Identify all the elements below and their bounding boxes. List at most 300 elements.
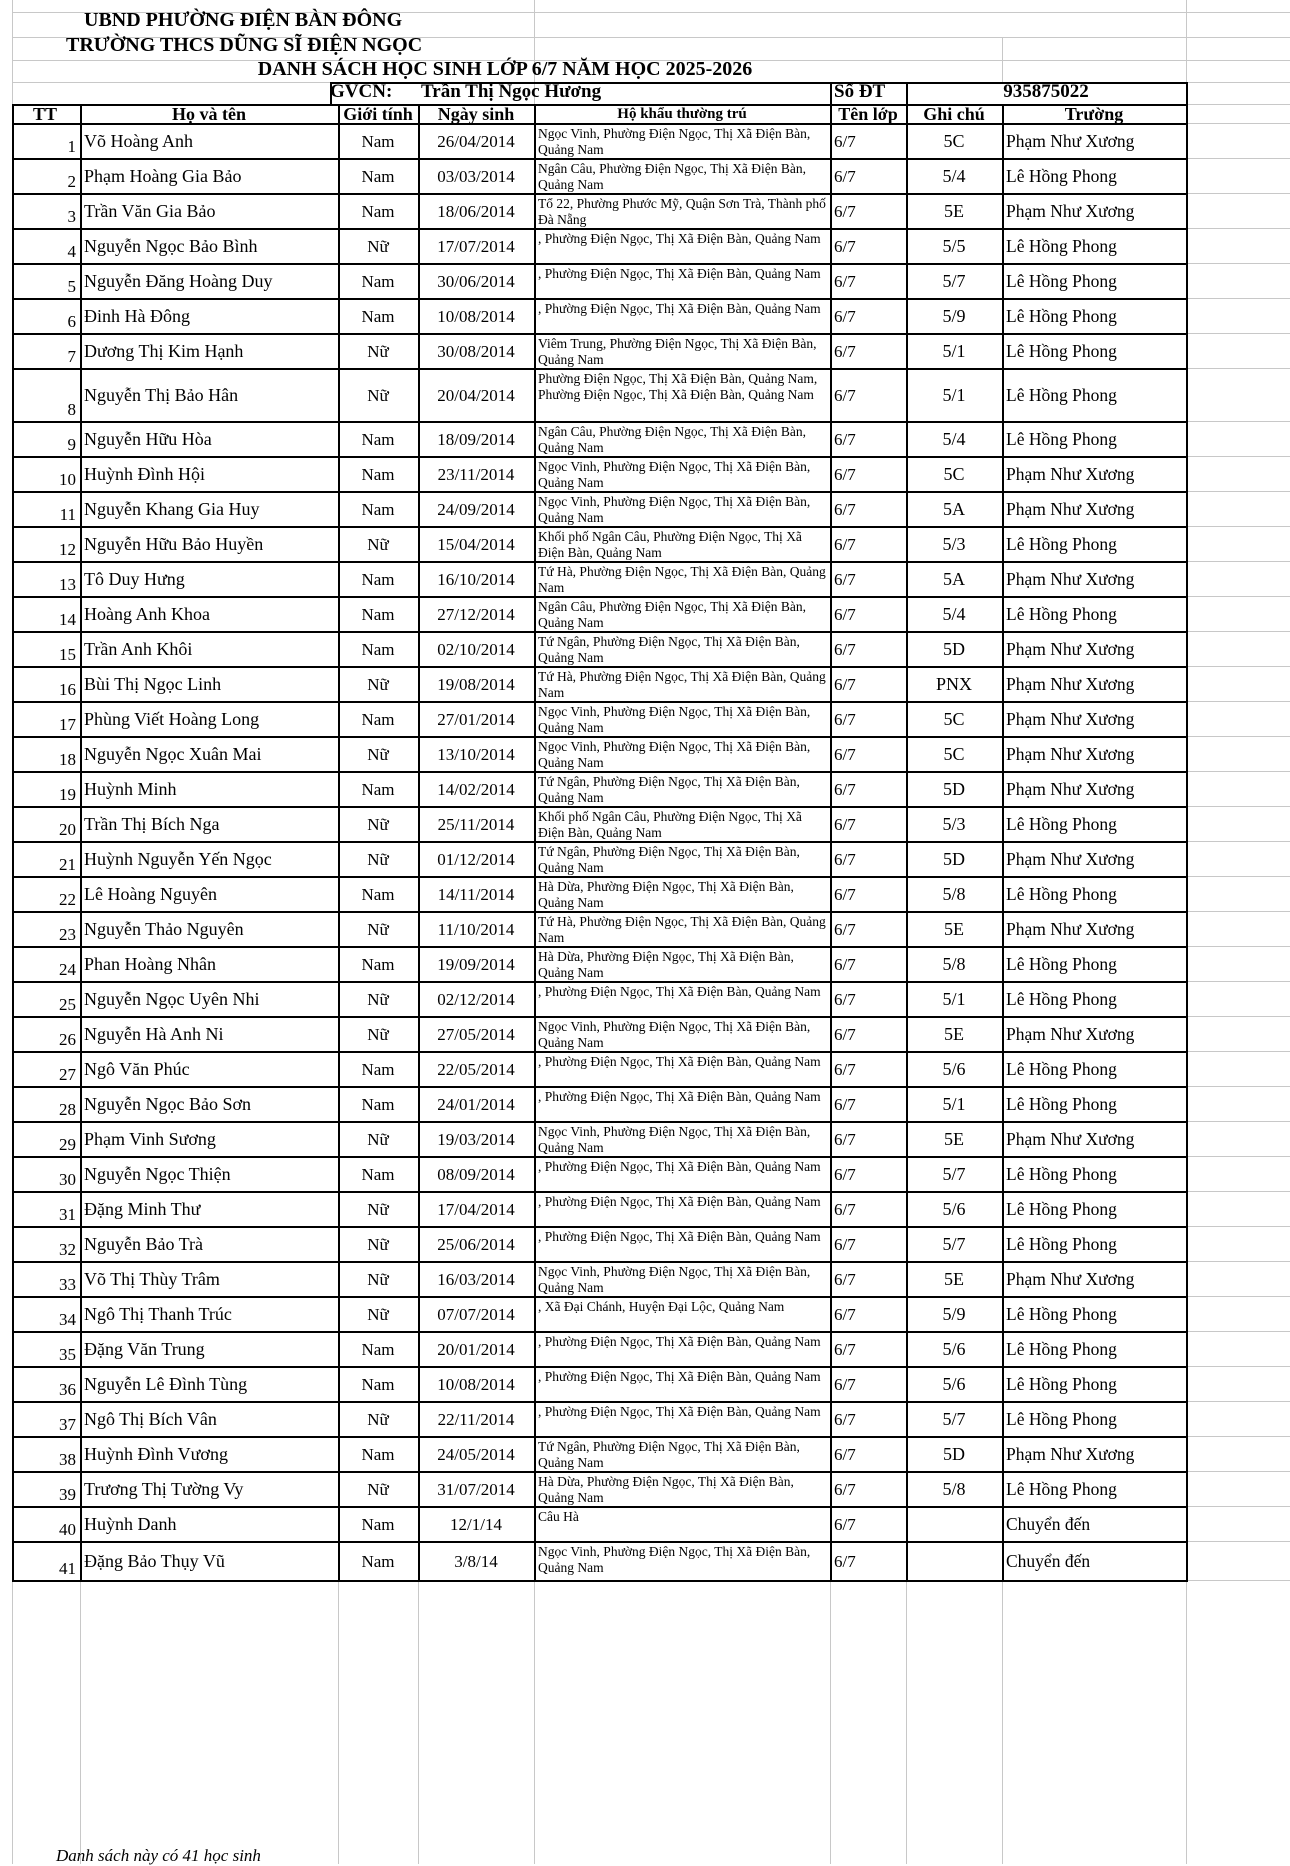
grid-line [1186,1296,1290,1297]
student-class: 6/7 [834,639,856,659]
student-name: Huỳnh Danh [84,1514,177,1534]
student-gender: Nam [361,499,395,519]
student-address: Hà Dừa, Phường Điện Ngọc, Thị Xã Điện Bàn, Quảng Nam [538,879,794,910]
student-address: Ngọc Vinh, Phường Điện Ngọc, Thị Xã Điện Bàn, Quảng Nam [538,1544,811,1575]
row-number: 25 [59,995,76,1014]
student-note: 5/9 [942,1304,966,1324]
student-name: Đinh Hà Đông [84,306,190,326]
student-name: Phạm Vinh Sương [84,1129,216,1149]
row-number: 32 [59,1240,76,1259]
student-address: Khối phố Ngân Câu, Phường Điện Ngọc, Thị Xã Điện Bàn, Quảng Nam [538,529,802,560]
grid-line [830,1580,831,1864]
student-name: Trần Văn Gia Bảo [84,201,216,221]
student-note: 5C [943,464,965,484]
student-school: Lê Hồng Phong [1006,884,1117,904]
student-name: Nguyễn Ngọc Bảo Sơn [84,1094,252,1114]
grid-line [1186,561,1290,562]
student-note: PNX [935,674,972,694]
student-note: 5/6 [942,1339,966,1359]
student-school: Lê Hồng Phong [1006,1059,1117,1079]
student-school: Lê Hồng Phong [1006,954,1117,974]
row-number: 27 [59,1065,76,1084]
student-note: 5A [943,499,965,519]
phone-value: 935875022 [1003,81,1089,102]
grid-line [1186,1051,1290,1052]
student-school: Lê Hồng Phong [1006,989,1117,1009]
student-gender: Nam [361,779,395,799]
row-number: 21 [59,855,76,874]
student-school: Lê Hồng Phong [1006,1339,1117,1359]
student-class: 6/7 [834,1164,856,1184]
student-address: Tứ Ngân, Phường Điện Ngọc, Thị Xã Điện Bàn, Quảng Nam [538,1439,800,1470]
student-class: 6/7 [834,779,856,799]
student-dob: 14/11/2014 [437,884,515,904]
row-number: 39 [59,1485,76,1504]
student-address: , Phường Điện Ngọc, Thị Xã Điện Bàn, Quảng Nam [538,1194,821,1209]
grid-line [1186,701,1290,702]
student-school: Phạm Như Xương [1006,1444,1135,1464]
row-number: 16 [59,680,76,699]
student-gender: Nam [361,569,395,589]
student-gender: Nam [361,1514,395,1534]
student-school: Lê Hồng Phong [1006,534,1117,554]
student-dob: 12/1/14 [450,1514,502,1534]
student-address: , Phường Điện Ngọc, Thị Xã Điện Bàn, Quảng Nam [538,1229,821,1244]
row-number: 5 [67,277,76,296]
row-number: 9 [67,435,76,454]
row-number: 30 [59,1170,76,1189]
grid-line [1186,736,1290,737]
grid-line [338,1580,339,1864]
student-note: 5/7 [942,1234,966,1254]
student-school: Phạm Như Xương [1006,849,1135,869]
student-address: Ngọc Vinh, Phường Điện Ngọc, Thị Xã Điện Bàn, Quảng Nam [538,1264,811,1295]
row-number: 17 [59,715,76,734]
student-address: Ngọc Vinh, Phường Điện Ngọc, Thị Xã Điện Bàn, Quảng Nam [538,704,811,735]
authority-line: UBND PHƯỜNG ĐIỆN BÀN ĐÔNG [84,9,403,31]
student-school: Lê Hồng Phong [1006,341,1117,361]
student-name: Nguyễn Thảo Nguyên [84,919,244,939]
student-note: 5/3 [942,814,966,834]
col-header-tt: TT [32,104,57,124]
student-gender: Nam [361,639,395,659]
grid-line [1186,1331,1290,1332]
student-class: 6/7 [834,341,856,361]
grid-line [1186,1401,1290,1402]
student-school: Lê Hồng Phong [1006,604,1117,624]
row-number: 14 [59,610,76,629]
row-number: 31 [59,1205,76,1224]
table-border [1186,82,1188,104]
grid-line [1186,421,1290,422]
student-dob: 25/06/2014 [437,1234,515,1254]
student-class: 6/7 [834,1514,856,1534]
student-class: 6/7 [834,674,856,694]
student-address: Tứ Ngân, Phường Điện Ngọc, Thị Xã Điện Bàn, Quảng Nam [538,634,800,665]
student-gender: Nữ [367,341,389,361]
student-name: Tô Duy Hưng [84,569,185,589]
student-dob: 16/03/2014 [437,1269,515,1289]
student-school: Lê Hồng Phong [1006,166,1117,186]
student-dob: 10/08/2014 [437,306,515,326]
student-address: , Xã Đại Chánh, Huyện Đại Lộc, Quảng Nam [538,1299,785,1314]
student-gender: Nữ [367,1409,389,1429]
student-school: Phạm Như Xương [1006,569,1135,589]
student-address: , Phường Điện Ngọc, Thị Xã Điện Bàn, Quảng Nam [538,1159,821,1174]
student-class: 6/7 [834,306,856,326]
row-number: 18 [59,750,76,769]
student-class: 6/7 [834,1339,856,1359]
student-gender: Nữ [367,1269,389,1289]
student-note: 5C [943,131,965,151]
grid-line [1186,1261,1290,1262]
student-address: , Phường Điện Ngọc, Thị Xã Điện Bàn, Quảng Nam [538,266,821,281]
student-address: , Phường Điện Ngọc, Thị Xã Điện Bàn, Quảng Nam [538,1369,821,1384]
grid-line [1186,946,1290,947]
student-name: Võ Thị Thùy Trâm [84,1269,220,1289]
grid-line [1186,1121,1290,1122]
student-school: Phạm Như Xương [1006,919,1135,939]
student-class: 6/7 [834,569,856,589]
student-class: 6/7 [834,429,856,449]
student-name: Đặng Bảo Thụy Vũ [84,1551,225,1571]
student-school: Phạm Như Xương [1006,1024,1135,1044]
student-class: 6/7 [834,1269,856,1289]
row-number: 13 [59,575,76,594]
student-gender: Nữ [367,849,389,869]
student-dob: 19/09/2014 [437,954,515,974]
student-gender: Nữ [367,814,389,834]
student-name: Phạm Hoàng Gia Bảo [84,166,242,186]
student-dob: 27/12/2014 [437,604,515,624]
student-school: Lê Hồng Phong [1006,271,1117,291]
student-class: 6/7 [834,1409,856,1429]
student-name: Nguyễn Thị Bảo Hân [84,385,239,405]
student-dob: 20/04/2014 [437,385,515,405]
student-school: Phạm Như Xương [1006,674,1135,694]
grid-line [1002,1580,1003,1864]
student-dob: 19/08/2014 [437,674,515,694]
col-header-name: Họ và tên [172,104,246,124]
student-dob: 20/01/2014 [437,1339,515,1359]
student-dob: 22/05/2014 [437,1059,515,1079]
student-address: Tứ Ngân, Phường Điện Ngọc, Thị Xã Điện Bàn, Quảng Nam [538,774,800,805]
student-name: Nguyễn Ngọc Thiện [84,1164,231,1184]
student-class: 6/7 [834,849,856,869]
student-class: 6/7 [834,131,856,151]
student-note: 5/5 [942,236,966,256]
student-address: Viêm Trung, Phường Điện Ngọc, Thị Xã Điện Bàn, Quảng Nam [538,336,817,367]
row-number: 41 [59,1559,76,1578]
student-note: 5E [944,1024,964,1044]
student-gender: Nữ [367,1304,389,1324]
grid-line [1186,123,1290,124]
student-name: Đặng Minh Thư [84,1199,201,1219]
student-gender: Nam [361,954,395,974]
grid-line [534,1580,535,1864]
student-school: Phạm Như Xương [1006,1269,1135,1289]
student-name: Nguyễn Bảo Trà [84,1234,204,1254]
row-number: 40 [59,1520,76,1539]
row-number: 10 [59,470,76,489]
student-dob: 11/10/2014 [437,919,515,939]
row-number: 26 [59,1030,76,1049]
student-dob: 08/09/2014 [437,1164,515,1184]
row-number: 29 [59,1135,76,1154]
student-gender: Nữ [367,534,389,554]
student-class: 6/7 [834,166,856,186]
student-school: Phạm Như Xương [1006,639,1135,659]
student-dob: 31/07/2014 [437,1479,515,1499]
student-dob: 3/8/14 [454,1551,498,1571]
student-gender: Nam [361,166,395,186]
student-school: Lê Hồng Phong [1006,1374,1117,1394]
student-school: Lê Hồng Phong [1006,1164,1117,1184]
student-note: 5D [943,1444,965,1464]
student-class: 6/7 [834,1199,856,1219]
row-number: 15 [59,645,76,664]
student-gender: Nữ [367,674,389,694]
student-name: Lê Hoàng Nguyên [84,884,217,904]
student-gender: Nữ [367,1479,389,1499]
student-gender: Nam [361,429,395,449]
student-class: 6/7 [834,201,856,221]
student-dob: 02/12/2014 [437,989,515,1009]
grid-line [1186,1366,1290,1367]
student-gender: Nam [361,1551,395,1571]
student-name: Huỳnh Đình Vương [84,1444,228,1464]
student-gender: Nam [361,1339,395,1359]
student-class: 6/7 [834,1094,856,1114]
student-name: Phan Hoàng Nhân [84,954,216,974]
student-address: Ngọc Vinh, Phường Điện Ngọc, Thị Xã Điện Bàn, Quảng Nam [538,494,811,525]
student-dob: 26/04/2014 [437,131,515,151]
student-address: , Phường Điện Ngọc, Thị Xã Điện Bàn, Quảng Nam [538,1089,821,1104]
student-note: 5/6 [942,1374,966,1394]
table-border [830,82,832,104]
student-class: 6/7 [834,1129,856,1149]
col-header-class: Tên lớp [838,104,898,124]
student-note: 5E [944,201,964,221]
student-note: 5/8 [942,954,966,974]
student-dob: 25/11/2014 [437,814,515,834]
student-name: Bùi Thị Ngọc Linh [84,674,222,694]
student-dob: 18/09/2014 [437,429,515,449]
student-name: Huỳnh Nguyễn Yến Ngọc [84,849,272,869]
student-name: Trần Thị Bích Nga [84,814,220,834]
student-note: 5/8 [942,884,966,904]
gvcn-label: GVCN: [330,81,393,102]
student-dob: 13/10/2014 [437,744,515,764]
student-note: 5/6 [942,1199,966,1219]
gvcn-name: Trần Thị Ngọc Hương [421,81,602,102]
student-class: 6/7 [834,534,856,554]
grid-line [906,1580,907,1864]
student-dob: 24/05/2014 [437,1444,515,1464]
student-dob: 24/01/2014 [437,1094,515,1114]
student-note: 5/8 [942,1479,966,1499]
grid-line [1186,368,1290,369]
student-note: 5/7 [942,1409,966,1429]
student-note: 5/1 [942,989,966,1009]
grid-line [1186,1541,1290,1542]
row-number: 34 [59,1310,76,1329]
student-name: Huỳnh Đình Hội [84,464,205,484]
row-number: 24 [59,960,76,979]
grid-line [1186,596,1290,597]
student-school: Lê Hồng Phong [1006,429,1117,449]
student-gender: Nữ [367,1129,389,1149]
student-dob: 17/04/2014 [437,1199,515,1219]
student-class: 6/7 [834,1024,856,1044]
student-class: 6/7 [834,919,856,939]
student-address: Tứ Ngân, Phường Điện Ngọc, Thị Xã Điện Bàn, Quảng Nam [538,844,800,875]
student-name: Trần Anh Khôi [84,639,193,659]
student-dob: 23/11/2014 [437,464,515,484]
student-note: 5/7 [942,1164,966,1184]
grid-line [1186,1506,1290,1507]
row-number: 22 [59,890,76,909]
student-address: Ngân Câu, Phường Điện Ngọc, Thị Xã Điện Bàn, Quảng Nam [538,161,807,192]
student-note: 5E [944,919,964,939]
student-note: 5D [943,639,965,659]
student-note: 5/4 [942,429,966,449]
student-class: 6/7 [834,271,856,291]
student-school: Lê Hồng Phong [1006,306,1117,326]
grid-line [1186,841,1290,842]
student-class: 6/7 [834,1551,856,1571]
row-number: 6 [67,312,76,331]
student-address: Ngọc Vinh, Phường Điện Ngọc, Thị Xã Điện Bàn, Quảng Nam [538,739,811,770]
student-gender: Nữ [367,236,389,256]
student-school: Phạm Như Xương [1006,499,1135,519]
student-gender: Nam [361,1059,395,1079]
row-number: 12 [59,540,76,559]
student-name: Ngô Văn Phúc [84,1059,190,1079]
student-note: 5/4 [942,166,966,186]
student-name: Hoàng Anh Khoa [84,604,210,624]
student-gender: Nam [361,306,395,326]
student-dob: 22/11/2014 [437,1409,515,1429]
student-note: 5C [943,744,965,764]
student-dob: 02/10/2014 [437,639,515,659]
grid-line [1186,263,1290,264]
col-header-dob: Ngày sinh [437,104,515,124]
student-address: Ngọc Vinh, Phường Điện Ngọc, Thị Xã Điện Bàn, Quảng Nam [538,1019,811,1050]
student-address: Ngọc Vinh, Phường Điện Ngọc, Thị Xã Điện Bàn, Quảng Nam [538,1124,811,1155]
student-note: 5/9 [942,306,966,326]
grid-line [1186,666,1290,667]
student-address: Câu Hà [538,1509,579,1524]
grid-line [1186,911,1290,912]
student-gender: Nam [361,464,395,484]
col-header-gender: Giới tính [343,104,413,124]
grid-line [1186,1016,1290,1017]
grid-line [1186,771,1290,772]
row-number: 38 [59,1450,76,1469]
grid-line [1186,333,1290,334]
document-title: DANH SÁCH HỌC SINH LỚP 6/7 NĂM HỌC 2025-2026 [257,58,753,80]
student-name: Phùng Viết Hoàng Long [84,709,260,729]
col-header-address: Hộ khẩu thường trú [617,106,747,122]
student-class: 6/7 [834,1479,856,1499]
row-number: 3 [67,207,76,226]
student-note: 5/1 [942,385,966,405]
row-number: 23 [59,925,76,944]
student-school: Phạm Như Xương [1006,464,1135,484]
student-gender: Nữ [367,1234,389,1254]
grid-line [1186,456,1290,457]
student-school: Lê Hồng Phong [1006,385,1117,405]
grid-line [1186,1226,1290,1227]
row-number: 8 [67,400,76,419]
student-dob: 17/07/2014 [437,236,515,256]
student-address: Tứ Hà, Phường Điện Ngọc, Thị Xã Điện Bàn, Quảng Nam [538,914,826,945]
student-note: 5E [944,1269,964,1289]
row-number: 1 [67,137,76,156]
student-dob: 01/12/2014 [437,849,515,869]
student-note: 5C [943,709,965,729]
student-address: Ngân Câu, Phường Điện Ngọc, Thị Xã Điện Bàn, Quảng Nam [538,424,807,455]
student-note: 5/6 [942,1059,966,1079]
student-gender: Nữ [367,744,389,764]
row-number: 35 [59,1345,76,1364]
student-address: , Phường Điện Ngọc, Thị Xã Điện Bàn, Quảng Nam [538,1054,821,1069]
student-address: Khối phố Ngân Câu, Phường Điện Ngọc, Thị Xã Điện Bàn, Quảng Nam [538,809,802,840]
row-number: 7 [67,347,76,366]
student-dob: 27/01/2014 [437,709,515,729]
student-address: Tứ Hà, Phường Điện Ngọc, Thị Xã Điện Bàn, Quảng Nam [538,669,826,700]
row-number: 33 [59,1275,76,1294]
table-border [12,1580,1188,1582]
grid-line [12,1580,13,1864]
student-note: 5/1 [942,1094,966,1114]
student-dob: 14/02/2014 [437,779,515,799]
student-school: Lê Hồng Phong [1006,1234,1117,1254]
student-name: Nguyễn Đăng Hoàng Duy [84,271,273,291]
student-school: Lê Hồng Phong [1006,236,1117,256]
grid-line [1186,228,1290,229]
student-note: 5/4 [942,604,966,624]
student-dob: 19/03/2014 [437,1129,515,1149]
student-gender: Nam [361,201,395,221]
student-school: Chuyển đến [1006,1514,1091,1534]
student-class: 6/7 [834,814,856,834]
student-address: , Phường Điện Ngọc, Thị Xã Điện Bàn, Quảng Nam [538,1334,821,1349]
student-school: Lê Hồng Phong [1006,1094,1117,1114]
student-name: Nguyễn Ngọc Uyên Nhi [84,989,260,1009]
student-note: 5/3 [942,534,966,554]
table-border [1186,104,1188,1582]
student-dob: 18/06/2014 [437,201,515,221]
student-class: 6/7 [834,1304,856,1324]
student-class: 6/7 [834,464,856,484]
school-line: TRƯỜNG THCS DŨNG SĨ ĐIỆN NGỌC [66,34,423,56]
grid-line [1186,158,1290,159]
student-address: , Phường Điện Ngọc, Thị Xã Điện Bàn, Quảng Nam [538,1404,821,1419]
col-header-school: Trường [1064,104,1124,124]
grid-line [1186,1191,1290,1192]
student-school: Phạm Như Xương [1006,131,1135,151]
student-gender: Nam [361,1164,395,1184]
student-address: Ngọc Vinh, Phường Điện Ngọc, Thị Xã Điện Bàn, Quảng Nam [538,126,811,157]
student-class: 6/7 [834,989,856,1009]
row-number: 28 [59,1100,76,1119]
student-school: Phạm Như Xương [1006,1129,1135,1149]
student-name: Nguyễn Ngọc Bảo Bình [84,236,258,256]
student-gender: Nam [361,1374,395,1394]
student-gender: Nam [361,1094,395,1114]
